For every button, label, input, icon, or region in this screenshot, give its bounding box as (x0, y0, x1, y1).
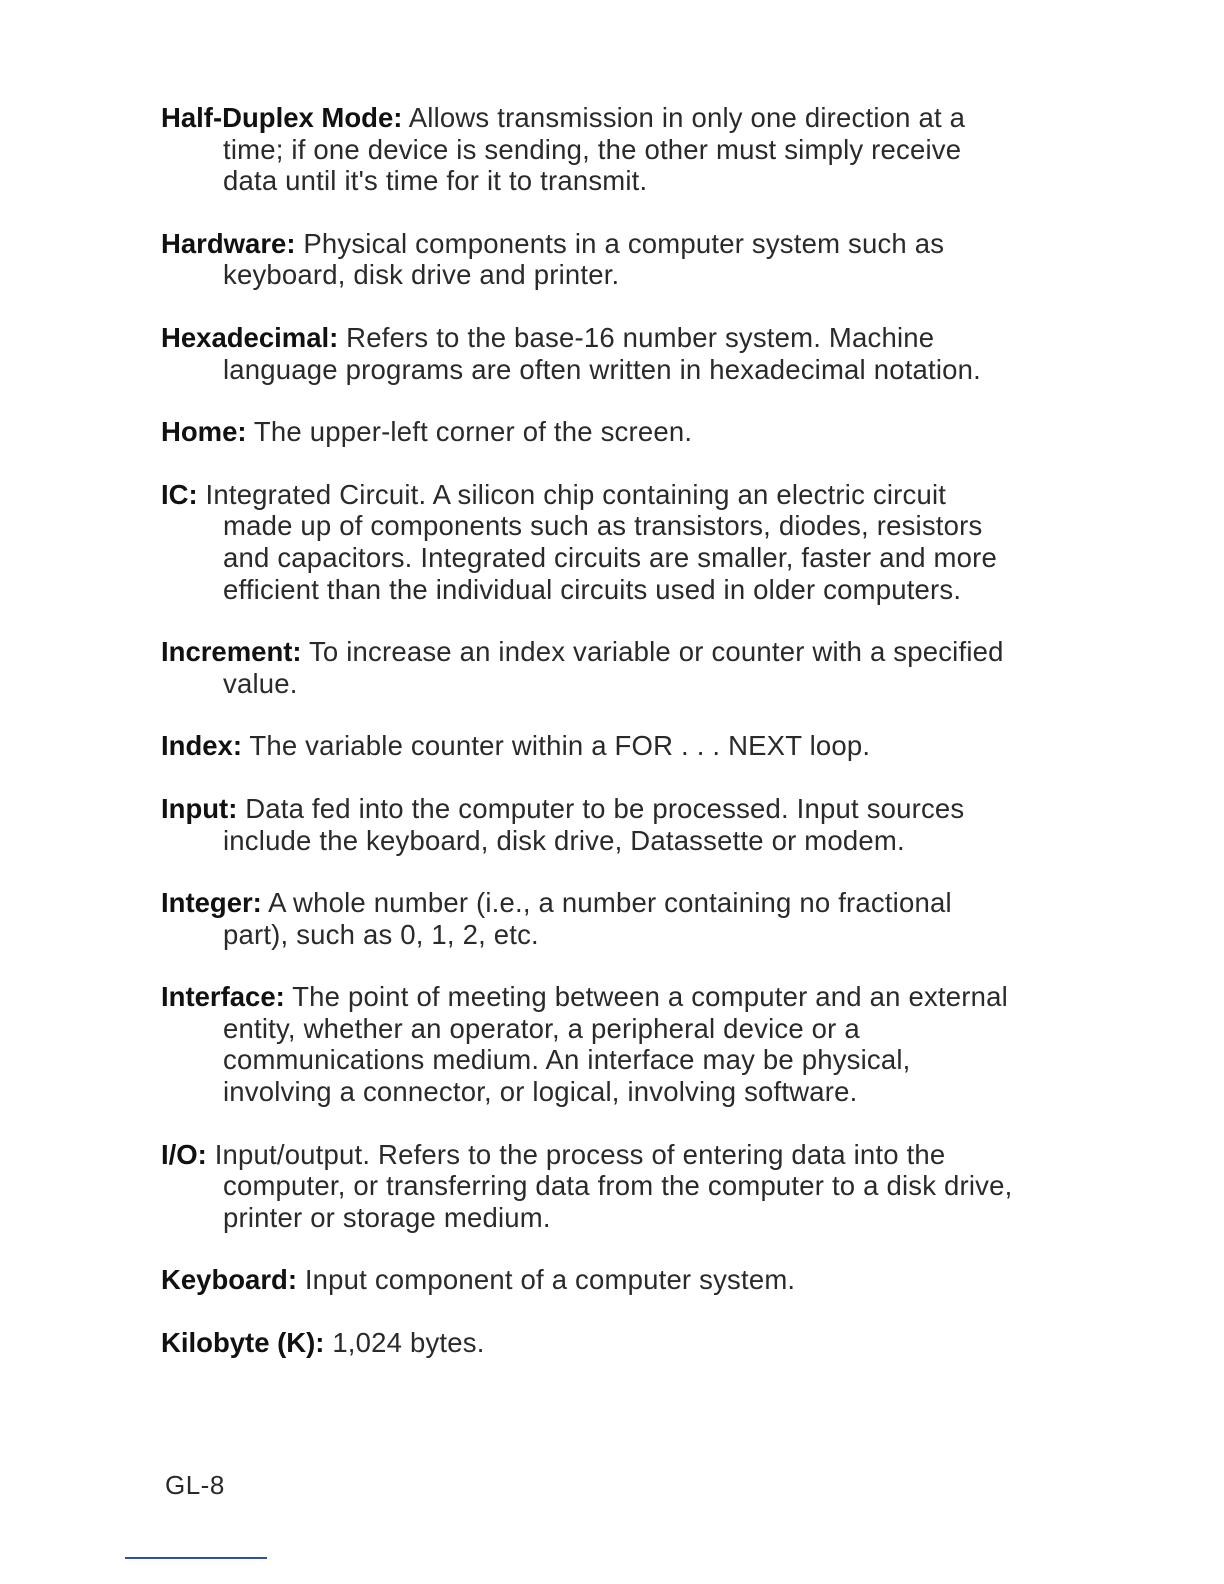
glossary-definition: 1,024 bytes. (332, 1327, 485, 1359)
glossary-term: Hardware: (161, 227, 296, 259)
glossary-entry (161, 887, 1021, 950)
glossary-definition: Physical components in a computer system such as keyboard, disk drive and printer. (223, 227, 945, 291)
glossary-term: Interface: (161, 981, 285, 1013)
glossary-definition: Refers to the base-16 number system. Machine language programs are often written in hexadecimal notation. (223, 321, 982, 385)
glossary-term: Keyboard: (161, 1264, 297, 1296)
glossary-term: Integer: (161, 887, 262, 919)
glossary-entry (161, 636, 1021, 699)
glossary-entry (161, 730, 1021, 762)
glossary-term: Input: (161, 792, 238, 824)
glossary-term: I/O: (161, 1138, 207, 1170)
glossary-term: IC: (161, 478, 198, 510)
glossary-entry (161, 793, 1021, 856)
glossary-definition: Input/output. Refers to the process of entering data into the computer, or transferring data from the computer to a disk drive, printer or storage medium. (214, 1138, 1013, 1233)
glossary-definition: The variable counter within a FOR . . . NEXT loop. (249, 730, 871, 762)
page-number: GL-8 (165, 1470, 225, 1500)
glossary-term: Half-Duplex Mode: (161, 102, 403, 133)
glossary-entry (161, 228, 1021, 291)
glossary-definition: The point of meeting between a computer and an external entity, whether an operator, a peripheral device or a communications medium. An interface may be physical, involving a connector, or logical, involving software. (223, 981, 1008, 1108)
glossary-term: Increment: (161, 636, 302, 668)
glossary-entry (161, 102, 1021, 197)
glossary-definition: The upper-left corner of the screen. (253, 416, 693, 448)
glossary-entry (161, 322, 1021, 385)
glossary-term: Hexadecimal: (161, 321, 339, 353)
bottom-rule-divider (125, 1557, 267, 1559)
glossary-definition: Integrated Circuit. A silicon chip containing an electric circuit made up of components such as transistors, diodes, resistors and capacitors. Integrated circuits are smaller, faster and more efficient than the individual circuits used in older computers. (205, 478, 997, 605)
glossary-entry (161, 1327, 1021, 1359)
glossary-entry (161, 981, 1021, 1107)
glossary-term: Index: (161, 730, 242, 762)
glossary-definition: Input component of a computer system. (304, 1264, 796, 1296)
glossary-term: Kilobyte (K): (161, 1327, 325, 1359)
glossary-definition: Data fed into the computer to be processed. Input sources include the keyboard, disk drive, Datassette or modem. (223, 792, 965, 856)
glossary-term: Home: (161, 416, 247, 448)
glossary-list (161, 102, 1021, 1359)
glossary-entry (161, 1264, 1021, 1296)
glossary-definition: A whole number (i.e., a number containing no fractional part), such as 0, 1, 2, etc. (223, 887, 952, 950)
glossary-definition: Allows transmission in only one direction at a time; if one device is sending, the other must simply receive data until it's time for it to transmit. (223, 102, 966, 197)
glossary-entry (161, 416, 1021, 448)
glossary-definition: To increase an index variable or counter with a specified value. (223, 636, 1004, 699)
glossary-entry (161, 479, 1021, 605)
glossary-entry (161, 1139, 1021, 1234)
